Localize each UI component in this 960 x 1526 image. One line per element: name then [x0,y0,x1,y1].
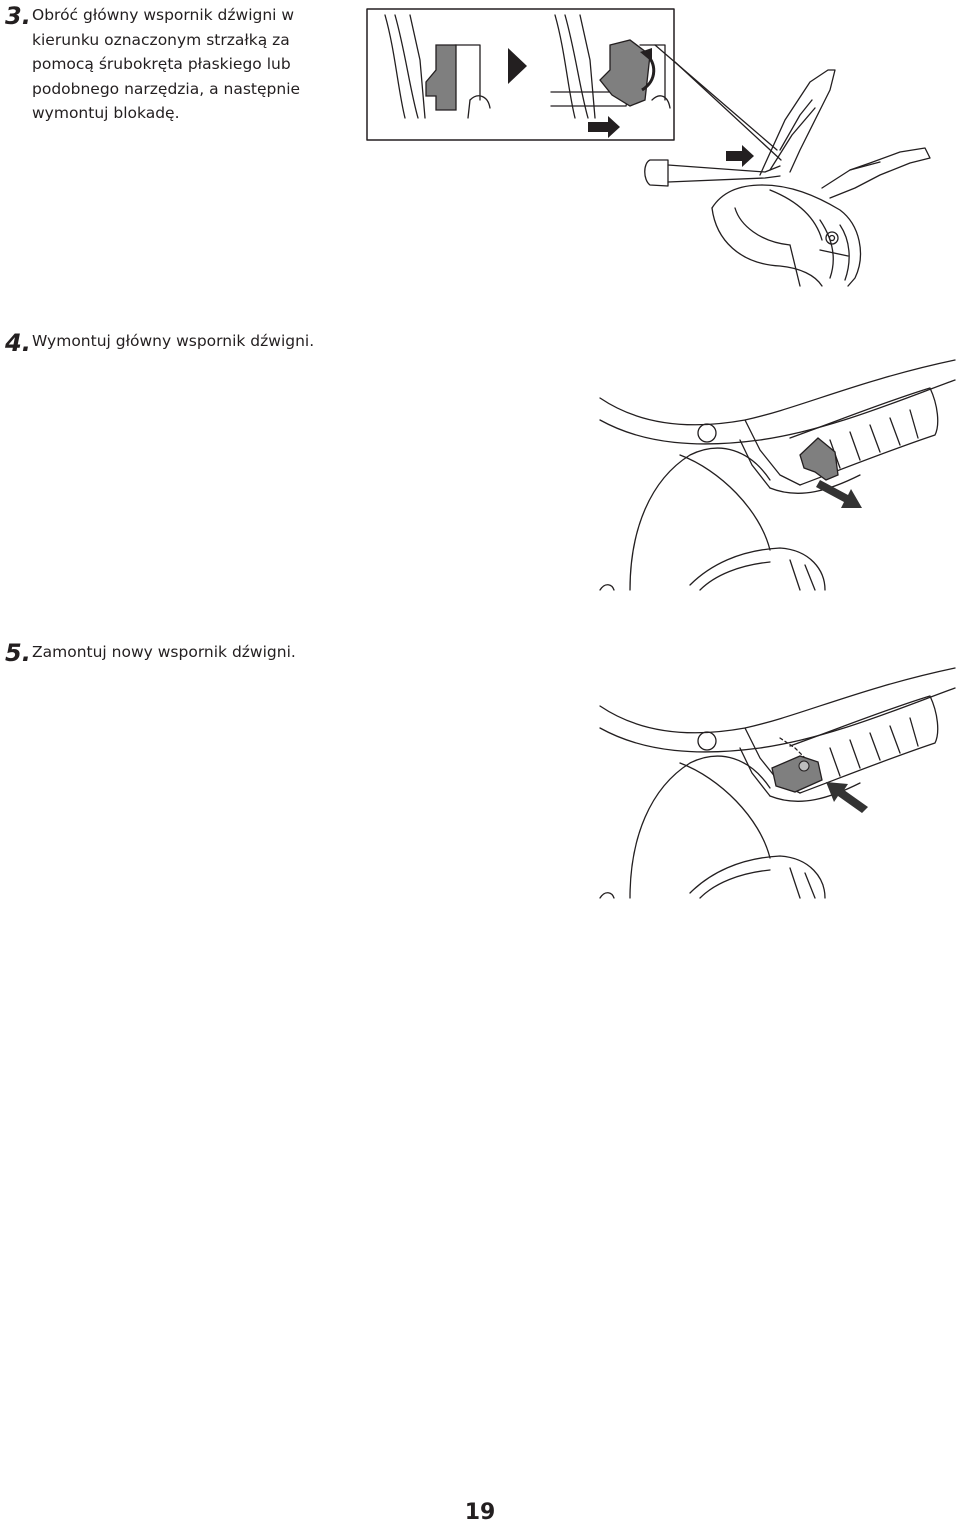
step-5-number: 5. [5,639,31,667]
step-3-illustration [0,0,960,300]
step-4-number: 4. [5,329,31,357]
step-4-line-1: Wymontuj główny wspornik dźwigni. [32,332,315,350]
step-3-line-4: podobnego narzędzia, a następnie [32,79,301,98]
step-3-line-3: pomocą śrubokręta płaskiego lub [32,55,291,73]
step-5-line-1: Zamontuj nowy wspornik dźwigni. [32,643,296,661]
step-3-line-5: wymontuj blokadę. [32,104,180,122]
lever-bracket [800,438,838,480]
step-3-line-1: Obróć główny wspornik dźwigni w [32,6,295,24]
step-5-illustration [0,658,960,918]
step-4-illustration [0,350,960,610]
new-lever-bracket [772,756,822,792]
install-arrow-icon [826,782,868,813]
page-number: 19 [464,1500,496,1525]
step-3-number: 3. [5,2,31,30]
step-3-line-2: kierunku oznaczonym strzałką za [32,30,290,49]
